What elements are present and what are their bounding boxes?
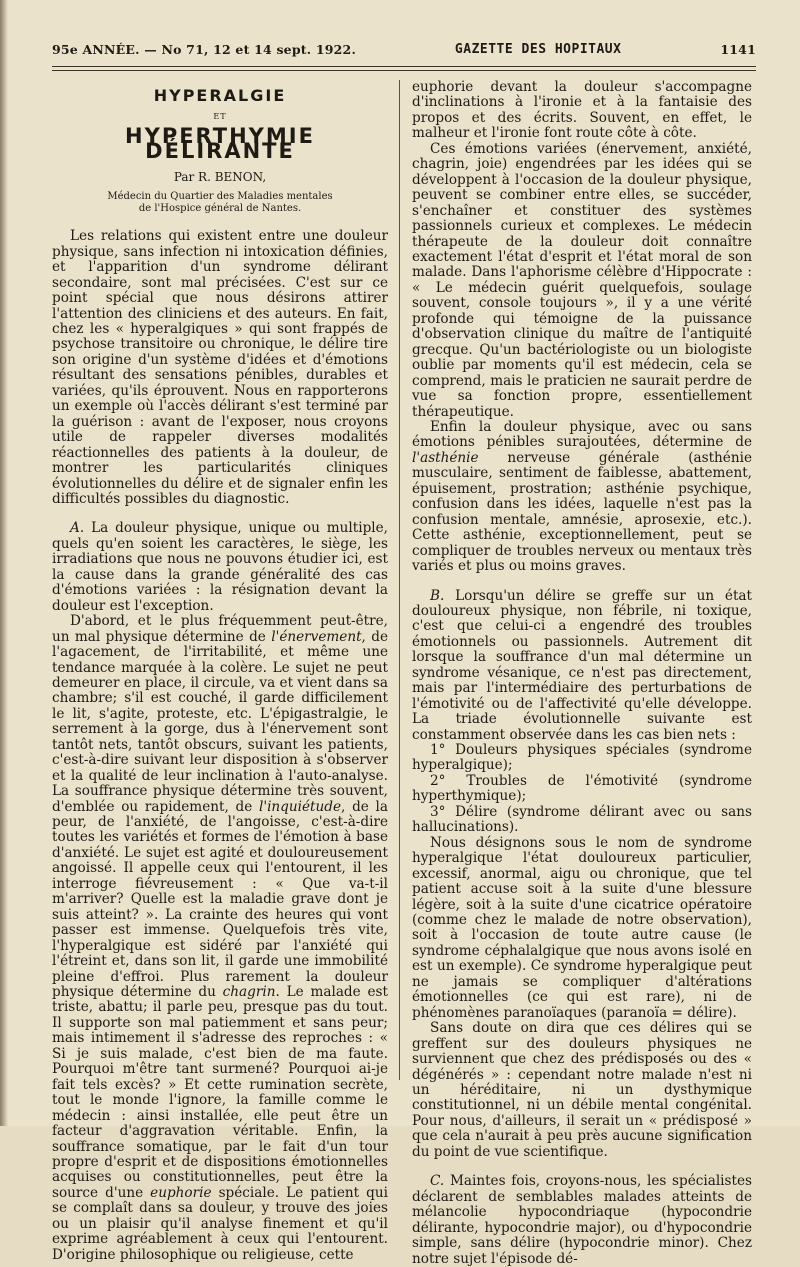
column-divider <box>399 80 400 1080</box>
paragraph-section-b: B. Lorsqu'un délire se greffe sur un état douloureux physique, non fébrile, ni toxique, c'est que celui-ci a engendré des troubles émotionnels ou passionnels. Autrement dit lorsque la souffrance d'un mal détermine un syndrome vésanique, ce n'est pas directement, mais par l'intermédiaire des perturbations de l'émotivité ou de l'affectivité qu'elle développe. La triade évolutionnelle suivante est constamment observée dans les cas bien nets : <box>412 587 752 743</box>
article-author: Par R. BENON, <box>173 169 267 184</box>
running-header <box>52 38 756 60</box>
header-page-number: 1141 <box>720 41 756 57</box>
section-letter-a: A. <box>70 520 85 537</box>
article-title-1: HYPERALGIE <box>153 86 287 105</box>
paragraph-intro: Les relations qui existent entre une douleur physique, sans infection ni intoxication définies, et l'apparition d'un syndrome délirant secondaire, sont mal précisées. C'est sur ce point spécial que nous désirons attirer l'attention des cliniciens et des auteurs. En fait, chez les « hyperalgiques » qui sont frappés de psychose transitoire ou chronique, le délire tire son origine d'un système d'idées et d'émotions résultant des sensations pénibles, durables et variées, qu'ils éprouvent. Nous en rapporterons un exemple où l'accès délirant s'est terminé par la guérison : avant de l'exposer, nous croyons utile de rappeler diverses modalités réactionnelles des patients à la douleur, de montrer les particularités cliniques évolutionnelles du délire et de signaler enfin les difficultés possibles du diagnostic. <box>52 228 388 507</box>
paragraph-section-c: C. Maintes fois, croyons-nous, les spécialistes déclarent de semblables malades atteints de mélancolie hypocondriaque (hypocondrie délirante, hypocondrie major), ou d'hypocondrie simple, sans délire (hypocondrie minor). Chez notre sujet l'épisode dé- <box>412 1173 752 1267</box>
paragraph-hyperalgic-syndrome: Nous désignons sous le nom de syndrome hyperalgique l'état douloureux particulier, excessif, anormal, aigu ou chronique, que tel patient accuse soit à la suite d'une blessure légère, soit à la suite d'une cicatrice opératoire (comme chez le malade de notre observation), soit à l'occasion de toute autre cause (le syndrome céphalalgique que nous avons isolé en est un exemple). Ce syndrome hyperalgique peut ne jamais se compliquer d'altérations émotionnelles (ce qui est rare), ni de phénomènes paranoïaques (paranoïa = délire). <box>412 834 752 1021</box>
paragraph-euphorie-cont: euphorie devant la douleur s'accompagne d'inclinations à l'ironie et à la fantaisie des propos et des écrits. Souvent, en effet, le malheur et l'ironie font route côte à côte. <box>412 79 752 142</box>
scan-edge <box>0 0 8 1126</box>
header-journal: GAZETTE DES HOPITAUX <box>454 41 622 57</box>
left-column <box>52 80 388 1263</box>
article-title-2: HYPERTHYMIE DÉLIRANTE <box>125 123 315 164</box>
section-letter-c: C. <box>430 1173 445 1190</box>
list-item-2: 2° Troubles de l'émotivité (syndrome hyperthymique); <box>412 772 752 805</box>
header-rule-top <box>52 66 756 67</box>
list-item-1: 1° Douleurs physiques spéciales (syndrome hyperalgique); <box>412 742 752 774</box>
paragraph-asthenie: Enfin la douleur physique, avec ou sans émotions pénibles surajoutées, détermine de l'asthénie nerveuse générale (asthénie musculaire, sentiment de faiblesse, abattement, épuisement, prostration; asthénie psychique, confusion dans les idées, laquelle n'est pas la confusion mentale, amnésie, aprosexie, etc.). Cette asthénie, exceptionnellement, peut se compliquer de troubles nerveux ou mentaux très variés et plus ou moins graves. <box>412 418 752 575</box>
header-rule-bottom <box>52 70 756 71</box>
author-affiliation <box>52 191 388 215</box>
article-title-et: ET <box>213 112 227 122</box>
paragraph-section-a: A. La douleur physique, unique ou multiple, quels qu'en soient les caractères, le siège, les irradiations que nous ne pouvons étudier ici, est la cause dans la grande généralité des cas d'émotions variées : la résignation devant la douleur est l'exception. <box>52 520 388 614</box>
affiliation-line-2: de l'Hospice général de Nantes. <box>138 203 302 215</box>
affiliation-line-1: Médecin du Quartier des Maladies mentales <box>107 191 333 203</box>
paragraph-combined-emotions: Ces émotions variées (énervement, anxiété, chagrin, joie) engendrées par les idées qui se développent à l'occasion de la douleur physique, peuvent se combiner entre elles, se succéder, s'enchaîner et constituer des systèmes passionnels curieux et complexes. Le médecin thérapeute de la douleur doit connaître exactement l'état d'esprit et l'état moral de son malade. Dans l'aphorisme célèbre d'Hippocrate : « Le médecin guérit quelquefois, soulage souvent, console toujours », il y a une vérité profonde qui témoigne de la puissance d'observation clinique du maître de l'antiquité grecque. Qu'un bactériologiste ou un biologiste oublie par moments qu'il est médecin, cela se comprend, mais le praticien ne saurait perdre de vue sa fonction propre, essentiellement thérapeutique. <box>412 140 752 420</box>
paragraph-predisposed: Sans doute on dira que ces délires qui se greffent sur des douleurs physiques ne surviennent que chez des prédisposés ou des « dégénérés » : cependant notre malade n'est ni un héréditaire, ni un dysthymique constitutionnel, ni un débile mental congénital. Pour nous, d'ailleurs, il serait un « prédisposé » que cela n'aurait à peu près aucune signification du point de vue scientifique. <box>412 1020 752 1160</box>
header-issue: 95e ANNÉE. — No 71, 12 et 14 sept. 1922. <box>52 41 356 57</box>
list-item-3: 3° Délire (syndrome délirant avec ou sans hallucinations). <box>412 803 752 836</box>
section-letter-b: B. <box>430 587 445 604</box>
paragraph-emotions: D'abord, et le plus fréquemment peut-être, un mal physique détermine de l'énervement, de l'agacement, de l'irritabilité, et même une tendance marquée à la colère. Le sujet ne peut demeurer en place, il circule, va et vient dans sa chambre; s'il est couché, il garde difficilement le lit, s'agite, proteste, etc. L'épigastralgie, le serrement à la gorge, dus à l'énervement sont tantôt nets, tantôt obscurs, suivant les patients, c'est-à-dire suivant leur disposition à s'observer et la qualité de leur inclination à l'auto-analyse. La souffrance physique détermine très souvent, d'emblée ou rapidement, de l'inquiétude, de la peur, de l'anxiété, de l'angoisse, c'est-à-dire toutes les variétés et formes de l'émotion à base d'anxiété. Le sujet est agité et douloureusement angoissé. Il appelle ceux qui l'entourent, il les interroge fiévreusement : « Que va-t-il m'arriver? Quelle est la maladie grave dont je suis atteint? ». La crainte des heures qui vont passer est immense. Quelquefois très vite, l'hyperalgique est sidéré par l'anxiété qui l'étreint et, dans son lit, il garde une immobilité pleine d'effroi. Plus rarement la douleur physique détermine du chagrin. Le malade est triste, abattu; il parle peu, presque pas du tout. Il supporte son mal patiemment et sans peur; mais intimement il s'adresse des reproches : « Si je suis malade, c'est bien de ma faute. Pourquoi m'être tant surmené? Pourquoi ai-je fait tels excès? » Et cette rumination secrète, tout le monde l'ignore, la famille comme le médecin : ainsi installée, elle peut être un facteur d'aggravation véritable. Enfin, la souffrance somatique, par le fait d'un tour propre d'esprit et de dispositions émotionnelles acquises ou constitutionnelles, peut être la source d'une euphorie spéciale. Le patient qui se complaît dans sa douleur, y trouve des joies ou un plaisir qu'il analyse finement et qu'il exprime agréablement à ceux qui l'entourent. D'origine philosophique ou religieuse, cette <box>52 613 388 1263</box>
right-column <box>412 80 752 1267</box>
